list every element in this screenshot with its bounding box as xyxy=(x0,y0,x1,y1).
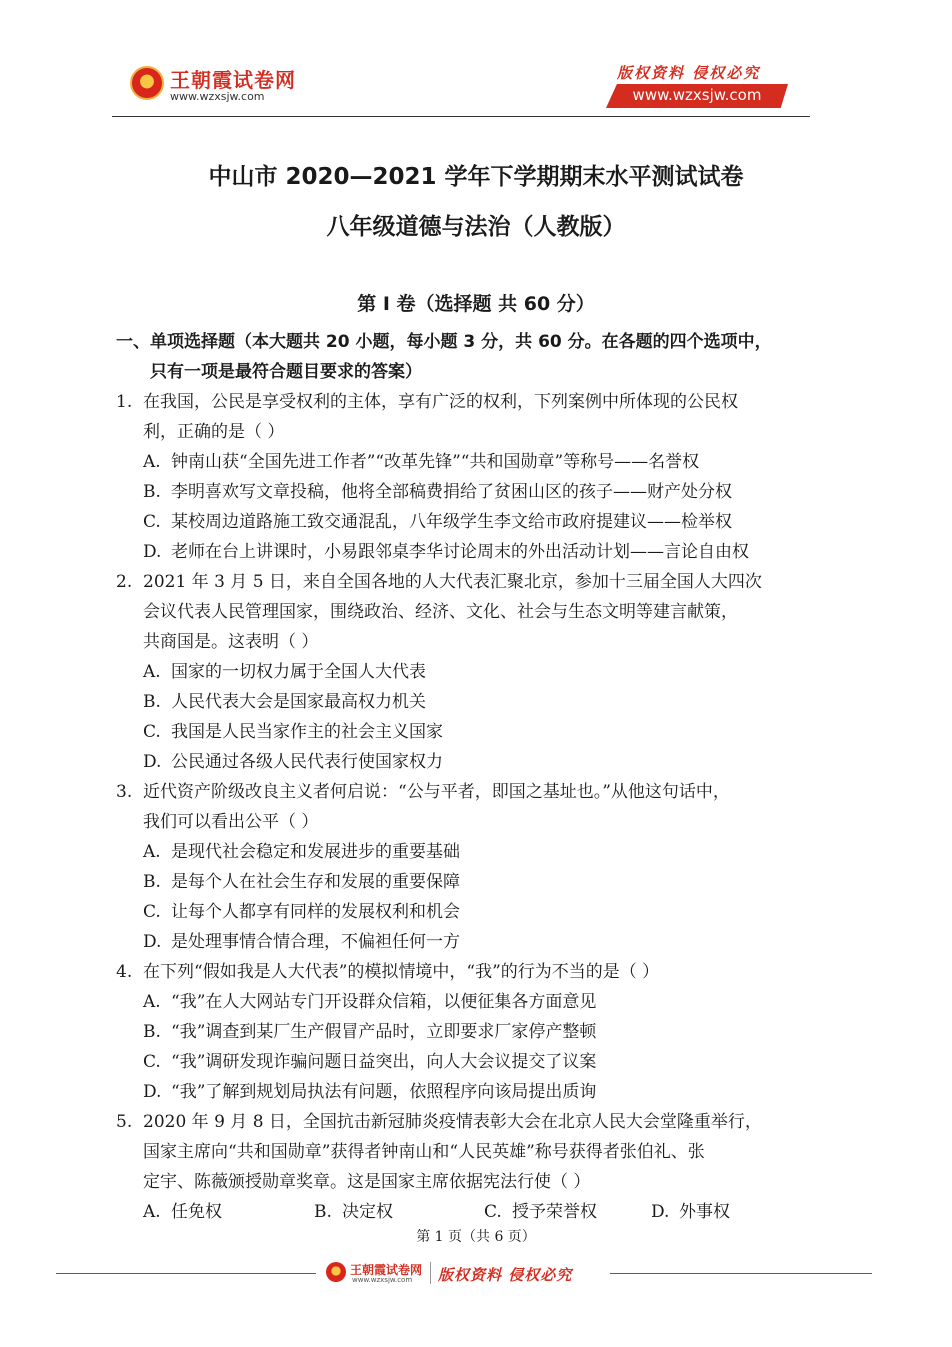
option-c[interactable] xyxy=(484,1197,597,1227)
option-letter: A. xyxy=(143,662,161,682)
question-stem-line: 定宇、陈薇颁授勋章奖章。这是国家主席依据宪法行使（ ） xyxy=(143,1172,591,1192)
option-c[interactable] xyxy=(143,717,443,747)
footer-divider-right xyxy=(610,1273,872,1274)
option-text: 是处理事情合情合理，不偏袒任何一方 xyxy=(171,932,460,952)
question-number: 4. xyxy=(116,962,133,982)
footer-divider-left xyxy=(56,1273,316,1274)
question-number: 3. xyxy=(116,782,133,802)
question-number: 5. xyxy=(116,1112,133,1132)
question-stem-line: 国家主席向“共和国勋章”获得者钟南山和“人民英雄”称号获得者张伯礼、张 xyxy=(143,1142,705,1162)
option-a[interactable] xyxy=(143,657,426,687)
option-letter: D. xyxy=(143,542,162,562)
option-letter: B. xyxy=(143,872,161,892)
footer-separator xyxy=(430,1262,431,1284)
option-text: 国家的一切权力属于全国人大代表 xyxy=(171,662,426,682)
brand-url[interactable]: www.wzxsjw.com xyxy=(170,90,265,103)
option-d[interactable] xyxy=(651,1197,730,1227)
option-text: 老师在台上讲课时，小易跟邻桌李华讨论周末的外出活动计划——言论自由权 xyxy=(171,542,749,562)
footer-brand-url[interactable]: www.wzxsjw.com xyxy=(352,1276,413,1284)
option-letter: B. xyxy=(143,1022,161,1042)
footer-slogan: 版权资料 侵权必究 xyxy=(438,1266,573,1284)
option-a[interactable] xyxy=(143,987,596,1017)
option-b[interactable] xyxy=(143,867,460,897)
url-banner-text[interactable]: www.wzxsjw.com xyxy=(632,86,762,104)
option-d[interactable] xyxy=(143,927,460,957)
option-text: 人民代表大会是国家最高权力机关 xyxy=(171,692,426,712)
brand-logo-icon xyxy=(130,66,164,100)
option-text: 决定权 xyxy=(342,1202,393,1222)
option-c[interactable] xyxy=(143,897,460,927)
option-b[interactable] xyxy=(314,1197,393,1227)
option-d[interactable] xyxy=(143,537,749,567)
option-text: 公民通过各级人民代表行使国家权力 xyxy=(171,752,443,772)
question-stem-line: 利，正确的是（ ） xyxy=(143,422,285,442)
option-c[interactable] xyxy=(143,1047,596,1077)
option-letter: C. xyxy=(143,722,161,742)
question-number: 1. xyxy=(116,392,133,412)
option-letter: A. xyxy=(143,452,161,472)
option-b[interactable] xyxy=(143,1017,596,1047)
option-text: 某校周边道路施工致交通混乱，八年级学生李文给市政府提建议——检举权 xyxy=(171,512,732,532)
option-c[interactable] xyxy=(143,507,732,537)
option-text: 让每个人都享有同样的发展权利和机会 xyxy=(171,902,460,922)
option-text: 授予荣誉权 xyxy=(512,1202,597,1222)
option-letter: C. xyxy=(143,902,161,922)
exam-subtitle: 八年级道德与法治（人教版） xyxy=(326,214,626,240)
question-stem-line: 在下列“假如我是人大代表”的模拟情境中，“我”的行为不当的是（ ） xyxy=(143,962,660,982)
footer-brand-name: 王朝霞试卷网 xyxy=(350,1263,423,1277)
option-a[interactable] xyxy=(143,1197,222,1227)
copyright-slogan: 版权资料 侵权必究 xyxy=(617,64,761,82)
question-number: 2. xyxy=(116,572,133,592)
part-title: 第 I 卷（选择题 共 60 分） xyxy=(357,293,595,315)
option-letter: D. xyxy=(143,752,162,772)
option-letter: A. xyxy=(143,1202,161,1222)
question-stem-line: 2020 年 9 月 8 日，全国抗击新冠肺炎疫情表彰大会在北京人民大会堂隆重举行， xyxy=(143,1112,762,1132)
section-heading-line2: 只有一项是最符合题目要求的答案） xyxy=(150,362,422,382)
option-text: 任免权 xyxy=(171,1202,222,1222)
option-letter: A. xyxy=(143,992,161,1012)
question-stem-line: 2021 年 3 月 5 日，来自全国各地的人大代表汇聚北京，参加十三届全国人大四次 xyxy=(143,572,762,592)
option-text: 钟南山获“全国先进工作者”“改革先锋”“共和国勋章”等称号——名誉权 xyxy=(171,452,700,472)
option-text: “我”了解到规划局执法有问题，依照程序向该局提出质询 xyxy=(171,1082,597,1102)
option-letter: B. xyxy=(143,482,161,502)
option-letter: C. xyxy=(143,512,161,532)
option-letter: B. xyxy=(314,1202,332,1222)
option-a[interactable] xyxy=(143,447,699,477)
option-text: “我”在人大网站专门开设群众信箱，以便征集各方面意见 xyxy=(171,992,597,1012)
exam-title: 中山市 2020—2021 学年下学期期末水平测试试卷 xyxy=(208,164,744,190)
option-letter: B. xyxy=(143,692,161,712)
option-a[interactable] xyxy=(143,837,460,867)
option-b[interactable] xyxy=(143,687,426,717)
option-letter: C. xyxy=(143,1052,161,1072)
option-b[interactable] xyxy=(143,477,732,507)
option-letter: C. xyxy=(484,1202,502,1222)
option-letter: D. xyxy=(143,1082,162,1102)
question-stem-line: 会议代表人民管理国家，围绕政治、经济、文化、社会与生态文明等建言献策， xyxy=(143,602,738,622)
header-divider xyxy=(112,116,810,117)
option-text: 李明喜欢写文章投稿，他将全部稿费捐给了贫困山区的孩子——财产处分权 xyxy=(171,482,732,502)
option-letter: A. xyxy=(143,842,161,862)
question-stem-line: 在我国，公民是享受权利的主体，享有广泛的权利，下列案例中所体现的公民权 xyxy=(143,392,738,412)
section-heading-line1: 一、单项选择题（本大题共 20 小题，每小题 3 分，共 60 分。在各题的四个选项中， xyxy=(116,332,772,352)
section-heading xyxy=(116,327,836,387)
option-text: “我”调研发现诈骗问题日益突出，向人大会议提交了议案 xyxy=(171,1052,597,1072)
option-d[interactable] xyxy=(143,1077,596,1107)
page-number: 第 1 页（共 6 页） xyxy=(416,1229,536,1245)
option-d[interactable] xyxy=(143,747,443,777)
brand-name: 王朝霞试卷网 xyxy=(170,68,296,92)
option-text: “我”调查到某厂生产假冒产品时，立即要求厂家停产整顿 xyxy=(171,1022,597,1042)
question-stem-line: 近代资产阶级改良主义者何启说：“公与平者，即国之基址也。”从他这句话中， xyxy=(143,782,730,802)
footer-logo-icon xyxy=(326,1262,346,1282)
option-letter: D. xyxy=(651,1202,670,1222)
question-stem-line: 共商国是。这表明（ ） xyxy=(143,632,319,652)
option-letter: D. xyxy=(143,932,162,952)
option-text: 外事权 xyxy=(679,1202,730,1222)
question-stem-line: 我们可以看出公平（ ） xyxy=(143,812,319,832)
option-text: 是每个人在社会生存和发展的重要保障 xyxy=(171,872,460,892)
option-text: 是现代社会稳定和发展进步的重要基础 xyxy=(171,842,460,862)
option-text: 我国是人民当家作主的社会主义国家 xyxy=(171,722,443,742)
